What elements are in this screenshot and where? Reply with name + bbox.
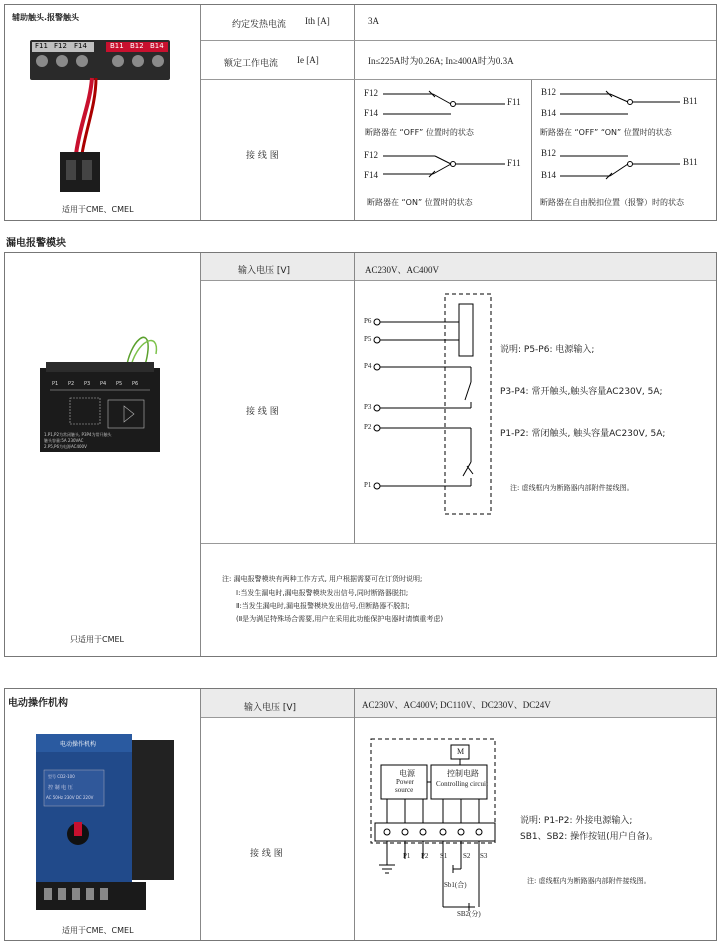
control-label: 控制电路 bbox=[447, 769, 479, 778]
motor-symbol: M bbox=[457, 747, 465, 756]
power-label-en1: Power bbox=[396, 778, 414, 786]
sb1-label: Sb1(合) bbox=[444, 881, 467, 889]
aux-f-t2: F14 bbox=[364, 108, 379, 118]
motor-photo-note: 适用于CME、CMEL bbox=[62, 926, 134, 935]
aux-b-t2b: B14 bbox=[541, 170, 557, 180]
motor-diagram-note: 注: 虚线框内为断路器内部附件接线图。 bbox=[527, 877, 651, 885]
module-term-p6: P6 bbox=[132, 381, 139, 387]
leak-term-p4: P4 bbox=[364, 362, 372, 370]
aux-b-t1b: B12 bbox=[541, 148, 557, 158]
leakage-diagram-note: 注: 虚线框内为断路器内部附件接线图。 bbox=[510, 484, 634, 492]
rated-heat-current-unit: Ith [A] bbox=[305, 16, 330, 26]
motor-desc-1: 说明: P1-P2: 外接电源输入; bbox=[520, 816, 633, 826]
aux-b-caption-offon: 断路器在 “OFF” “ON” 位置时的状态 bbox=[540, 128, 672, 137]
module-term-p1: P1 bbox=[52, 381, 59, 387]
rated-work-current-value: In≤225A时为0.26A; In≥400A时为0.3A bbox=[368, 56, 514, 66]
aux-b-t3: B11 bbox=[683, 96, 698, 106]
leakage-wiring-diagram bbox=[355, 282, 495, 542]
device-print-rating: AC 50Hz 230V DC 220V bbox=[46, 795, 94, 800]
leakage-desc-3: P1-P2: 常闭触头, 触头容量AC230V, 5A; bbox=[500, 429, 666, 439]
motor-section-title: 电动操作机构 bbox=[8, 698, 68, 709]
rated-heat-current-value: 3A bbox=[368, 16, 379, 26]
term-f11: F11 bbox=[35, 42, 48, 50]
leak-term-p5: P5 bbox=[364, 335, 372, 343]
power-label-en2: source bbox=[395, 786, 414, 794]
motor-input-label: 输入电压 [V] bbox=[244, 703, 297, 713]
motor-desc-2: SB1、SB2: 操作按钮(用户自备)。 bbox=[520, 832, 659, 842]
module-term-p3: P3 bbox=[84, 381, 91, 387]
leakage-input-label: 输入电压 [V] bbox=[238, 266, 291, 276]
aux-b-t1: B12 bbox=[541, 87, 557, 97]
aux-wiring-label: 接 线 图 bbox=[246, 151, 279, 161]
aux-f-caption-on: 断路器在 “ON” 位置时的状态 bbox=[367, 198, 473, 207]
device-print-model: 型号 CD2-100 bbox=[48, 774, 75, 779]
motor-term-s1: S1 bbox=[440, 852, 448, 860]
aux-f-t3: F11 bbox=[507, 97, 521, 107]
rated-work-current-unit: Ie [A] bbox=[297, 55, 319, 65]
module-print-2: 触头容量:5A 230VAC bbox=[44, 438, 84, 443]
aux-f-t2b: F14 bbox=[364, 170, 379, 180]
module-term-p5: P5 bbox=[116, 381, 123, 387]
leakage-photo-note: 只适用于CMEL bbox=[70, 635, 124, 644]
leakage-wiring-label: 接 线 图 bbox=[246, 407, 279, 417]
aux-b-t2: B14 bbox=[541, 108, 557, 118]
motor-operator-photo bbox=[30, 722, 180, 918]
leakage-note-2: Ⅱ:当发生漏电时,漏电报警模块发出信号,但断路器不脱扣; bbox=[236, 602, 410, 610]
motor-wiring-label: 接 线 图 bbox=[250, 849, 283, 859]
leak-term-p1: P1 bbox=[364, 481, 372, 489]
aux-photo-note: 适用于CME、CMEL bbox=[62, 205, 134, 214]
leak-term-p6: P6 bbox=[364, 317, 372, 325]
sb2-label: SB2(分) bbox=[457, 910, 481, 918]
module-term-p2: P2 bbox=[68, 381, 75, 387]
aux-f-caption-off: 断路器在 “OFF” 位置时的状态 bbox=[365, 128, 474, 137]
aux-f-t3b: F11 bbox=[507, 158, 521, 168]
leakage-desc-2: P3-P4: 常开触头,触头容量AC230V, 5A; bbox=[500, 387, 663, 397]
device-print-title: 电动操作机构 bbox=[60, 741, 97, 748]
control-label-en: Controlling circuit bbox=[436, 780, 488, 788]
term-f12: F12 bbox=[54, 42, 67, 50]
leakage-section-title: 漏电报警模块 bbox=[6, 238, 66, 249]
leakage-desc-1: 说明: P5-P6: 电源输入; bbox=[500, 345, 595, 355]
motor-wiring-diagram bbox=[355, 719, 515, 939]
aux-f-t1b: F12 bbox=[364, 150, 379, 160]
motor-term-p2: P2 bbox=[421, 852, 429, 860]
leakage-note-1: Ⅰ:当发生漏电时,漏电报警模块发出信号,同时断路器脱扣; bbox=[236, 589, 409, 597]
term-b11: B11 bbox=[110, 42, 124, 50]
aux-photo-caption: 辅助触头.报警触头 bbox=[12, 13, 80, 22]
term-f14: F14 bbox=[74, 42, 87, 50]
motor-input-value: AC230V、AC400V; DC110V、DC230V、DC24V bbox=[362, 700, 551, 710]
module-term-p4: P4 bbox=[100, 381, 107, 387]
leakage-input-value: AC230V、AC400V bbox=[365, 265, 440, 275]
motor-term-s2: S2 bbox=[463, 852, 471, 860]
power-label: 电源 bbox=[399, 769, 415, 778]
aux-f-t1: F12 bbox=[364, 88, 379, 98]
module-print-3: 2.P5,P6为电源AC400V bbox=[44, 444, 87, 449]
aux-contact-photo bbox=[30, 34, 170, 194]
rated-heat-current-label: 约定发热电流 bbox=[232, 20, 287, 30]
term-b12: B12 bbox=[130, 42, 144, 50]
aux-b-t3b: B11 bbox=[683, 157, 698, 167]
module-print-1: 1.P1,P2为常闭触头, P3P4为常开触头 bbox=[44, 432, 112, 437]
leakage-note-3: (Ⅱ是为满足特殊场合需要,用户在采用此功能保护电器时请慎重考虑) bbox=[236, 615, 444, 623]
term-b14: B14 bbox=[150, 42, 164, 50]
leakage-module-photo bbox=[30, 320, 180, 460]
motor-term-p1: P1 bbox=[403, 852, 411, 860]
leak-term-p3: P3 bbox=[364, 403, 372, 411]
device-print-voltage: 控 制 电 压 bbox=[48, 785, 73, 791]
motor-term-s3: S3 bbox=[480, 852, 488, 860]
leakage-note-0: 注: 漏电报警模块有两种工作方式, 用户根据需要可在订货时说明; bbox=[222, 575, 423, 583]
rated-work-current-label: 额定工作电流 bbox=[224, 59, 279, 69]
leak-term-p2: P2 bbox=[364, 423, 372, 431]
aux-b-caption-trip: 断路器在自由脱扣位置（报警）时的状态 bbox=[540, 198, 684, 207]
